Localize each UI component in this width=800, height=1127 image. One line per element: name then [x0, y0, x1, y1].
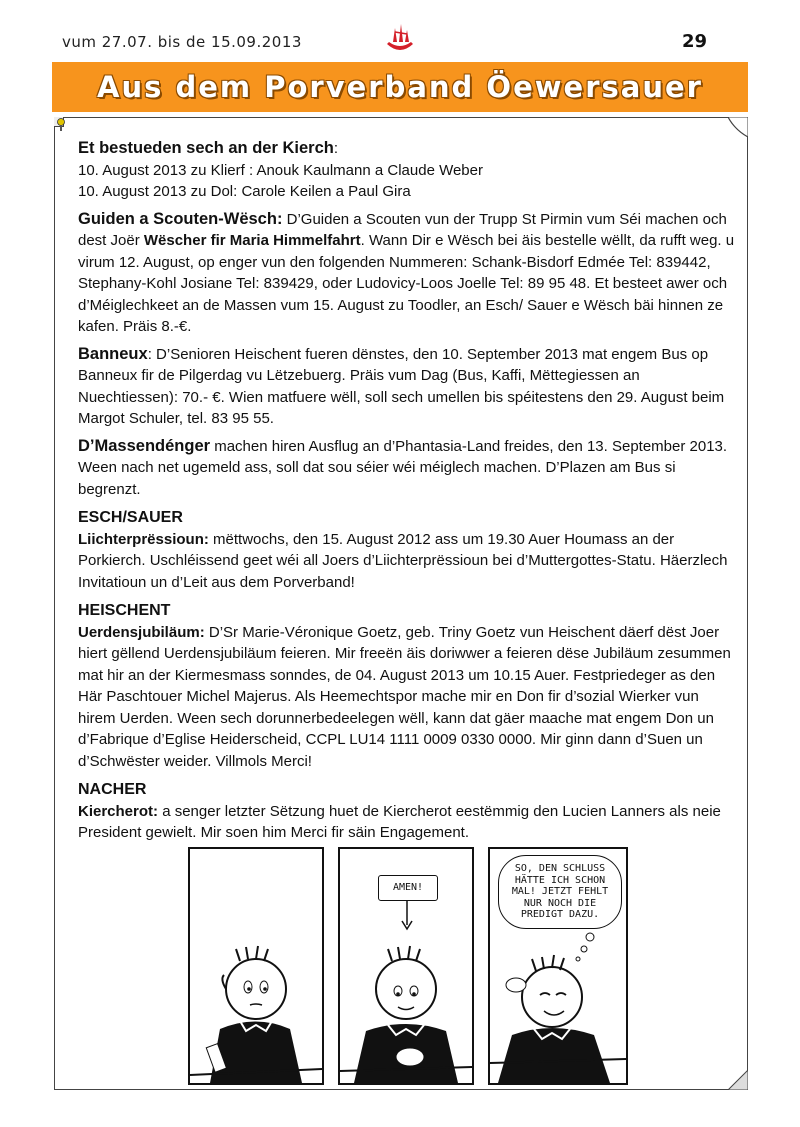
guiden-text-2: . Wann Dir e Wësch bei äis bestelle wëllt, da rufft weg. u virum 12. August, op enger vun den folgenden Nummeren: Schank-Bisdorf Edmée Tel: 839442, Stephany-Kohl Josiane Tel: 839429, oder Ludovicy-Loos Joelle Tel: 89 95 48. Et besteet awer och d’Méiglechkeet an de Massen vum 15. August zu Toodler, an Esch/ Sauer e Wësch bäi hinnen ze kafen. Präis 8.-€. [78, 232, 735, 335]
guiden-text-1: D’Guiden a Scouten vun der Trupp St Pirmin vum Séi machen och dest Joër [78, 210, 727, 249]
massendenger-text: machen hiren Ausflug an d’Phantasia-Land freides, den 13. September 2013. Ween nach net ugemeld ass, soll dat sou séier wéi méiglech machen. D’Plazen am Bus si begrenzt. [78, 437, 728, 498]
bubble-line-1: SO, DEN SCHLUSS [514, 863, 606, 875]
nacher-section [78, 801, 738, 844]
nacher-label: Kiercherot: [78, 802, 159, 820]
heischent-section [78, 622, 738, 773]
article-content [78, 138, 738, 844]
page-curl-bottom-icon [728, 1070, 748, 1090]
comic-panel-3 [488, 847, 628, 1085]
comic-amen-text: AMEN! [392, 882, 424, 894]
bubble-line-4: NUR NOCH DIE [523, 897, 597, 909]
esch-text: mëttwochs, den 15. August 2012 ass um 19.30 Auer Houmass an der Porkierch. Uschléissend geet wéi all Joers d’Liichterprëssioun bei d’Muttergottes-Statu. Häerzlech Invitatioun un d’Leit aus dem Porverband! [78, 530, 728, 591]
comic-speech-sign [378, 875, 438, 901]
massendenger-section [78, 436, 738, 501]
nacher-heading: NACHER [78, 781, 147, 798]
heischent-label: Uerdensjubiläum: [78, 623, 205, 641]
guiden-section [78, 209, 738, 338]
heischent-heading: HEISCHENT [78, 602, 171, 619]
banneux-heading: Banneux [78, 344, 148, 363]
comic-panel-1 [188, 847, 324, 1085]
banner-title: Aus dem Porverband Öewersauer [97, 70, 703, 104]
comic-panel-2 [338, 847, 474, 1085]
kierch-line-1: 10. August 2013 zu Klierf : Anouk Kaulmann a Claude Weber [78, 161, 483, 179]
guiden-heading: Guiden a Scouten-Wësch: [78, 209, 283, 228]
banneux-text: : D’Senioren Heischent fueren dënstes, den 10. September 2013 mat engem Bus op Banneux fir de Pilgerdag vu Lëtzebuerg. Präis vum Dag (Bus, Kaffi, Mëttegiessen an Nuechtiessen): 70.- €. Wien matfuere wëll, soll sech umellen bis spéitestens den 29. August beim Margot Schuler, tel. 83 95 55. [78, 345, 725, 427]
guiden-bold: Wëscher fir Maria Himmelfahrt [143, 232, 361, 249]
section-banner [52, 62, 748, 112]
nacher-text: a senger letzter Sëtzung huet de Kiercherot eestëmmig den Lucien Lanners als neie President gewielt. Mir soen him Merci fir säin Engagement. [78, 802, 721, 841]
page-number: 29 [682, 31, 708, 52]
kierch-section [78, 138, 738, 160]
comic-thought-bubble [498, 855, 622, 929]
esch-section [78, 529, 738, 594]
banneux-section [78, 344, 738, 430]
esch-heading: ESCH/SAUER [78, 509, 183, 526]
kierch-line-2: 10. August 2013 zu Dol: Carole Keilen a Paul Gira [78, 183, 411, 200]
esch-label: Liichterprëssioun: [78, 530, 209, 548]
kierch-heading-suffix: : [333, 140, 339, 157]
parish-logo-icon [383, 22, 417, 56]
header-date-range: vum 27.07. bis de 15.09.2013 [62, 33, 302, 51]
heischent-text: D’Sr Marie-Véronique Goetz, geb. Triny Goetz vun Heischent däerf dëst Joer hiert gëllend Uerdensjubiläum feieren. Mir freeën äis doriwwer a feieren dëse Jubiläum zesummen mat hir an der Kiermesmass sonndes, de 04. August 2013 um 10.15 Auer. Festpriedeger as den Här Paschtouer Michel Majerus. Als Heemechtspor mache mir en Don fir d’sozial Wierker vun hirem Uerden. Ween sech dorunnerbedeelegen wëll, kann dat gäer maache mat engem Don un d’Fabrique d’Eglise Heiderscheid, CCPL LU14 1111 0009 0330 0000. Mir ginn dann d’Suen un d’Schwëster weider. Villmols Merci! [78, 623, 731, 770]
massendenger-heading: D’Massendénger [78, 436, 211, 455]
bubble-line-5: PREDIGT DAZU. [520, 909, 600, 921]
pin-icon [56, 118, 66, 132]
bubble-line-2: HÄTTE ICH SCHON [514, 874, 606, 886]
page-curl-icon [728, 117, 748, 137]
kierch-heading: Et bestueden sech an der Kierch [78, 139, 334, 157]
comic-strip [188, 847, 628, 1087]
cartoon-boy-thinking-icon [190, 849, 322, 1083]
bubble-line-3: MAL! JETZT FEHLT [511, 886, 609, 898]
